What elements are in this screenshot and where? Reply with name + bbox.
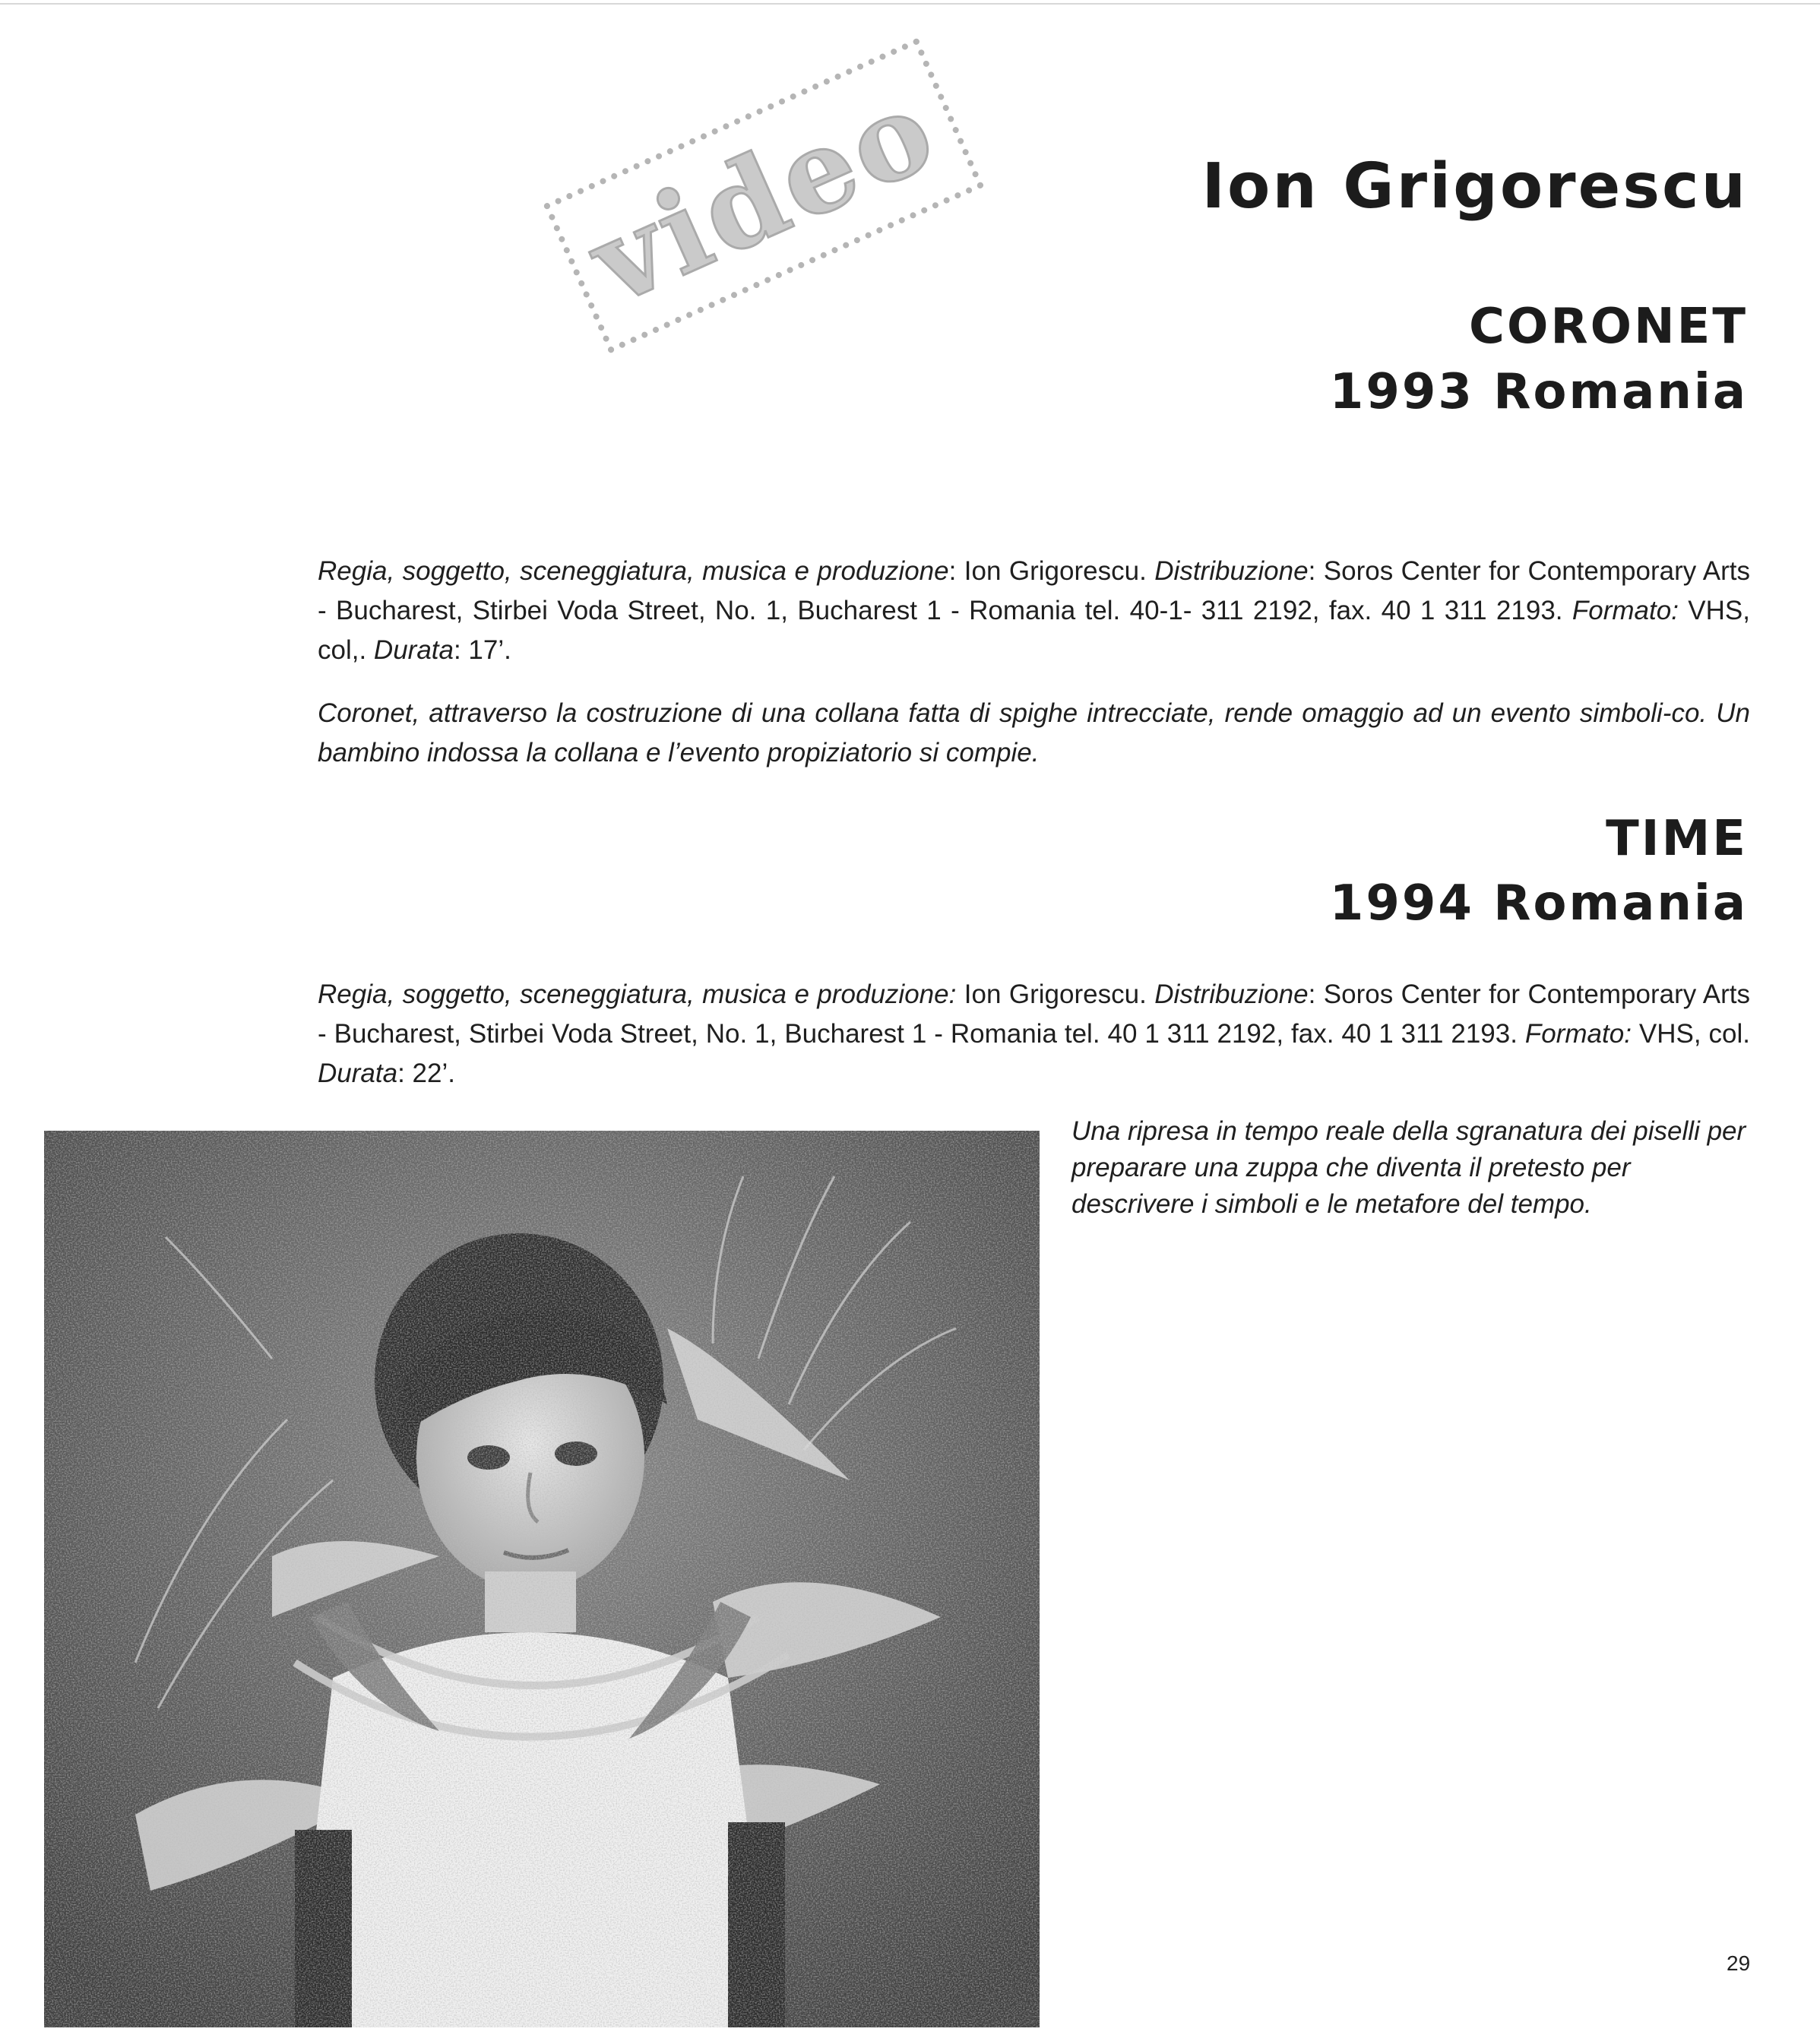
credit-label-distribuzione: Distribuzione: [1154, 980, 1309, 1009]
artist-name: Ion Grigorescu: [1201, 150, 1748, 223]
film-2-title: TIME: [1606, 811, 1748, 867]
film-1-synopsis: Coronet, attraverso la costruzione di una collana fatta di spighe intrecciate, rende omaggio ad un evento simboli-co. Un bambino indossa la collana e l’evento propiziatorio si compie.: [318, 698, 1750, 767]
credit-label-durata: Durata: [373, 635, 454, 665]
page-number: 29: [1727, 1951, 1751, 1975]
film-1-year-country: 1993 Romania: [1329, 364, 1748, 420]
film-1-credits: [318, 552, 1750, 670]
credit-label-formato: Formato:: [1524, 1019, 1632, 1049]
credit-value-formato: VHS, col,.: [318, 596, 1750, 665]
credit-label-regia: Regia, soggetto, sceneggiatura, musica e produzione: [318, 556, 949, 586]
credit-label-formato: Formato:: [1572, 596, 1679, 625]
film-2-synopsis: Una ripresa in tempo reale della sgranatura dei piselli per preparare una zuppa che diventa il pretesto per descrivere i simboli e le metafore del tempo.: [1071, 1116, 1746, 1219]
credit-value-regia: : Ion Grigorescu.: [948, 556, 1155, 586]
film-2-year-country: 1994 Romania: [1329, 875, 1748, 932]
top-rule: [0, 3, 1820, 5]
credit-value-regia: Ion Grigorescu.: [956, 980, 1155, 1009]
credit-label-durata: Durata: [318, 1059, 398, 1088]
credit-value-durata: : 17’.: [453, 635, 511, 665]
film-2-credits: [318, 975, 1750, 1093]
film-1-title: CORONET: [1469, 299, 1748, 355]
stamp-text: video: [571, 61, 956, 331]
credit-value-distribuzione: : Soros Center for Contemporary Arts - Bucharest, Stirbei Voda Street, No. 1, Bucharest 1 - Romania tel. 40-1- 311 2192, fax. 40 1 311 2193.: [318, 556, 1750, 625]
credit-value-durata: : 22’.: [397, 1059, 455, 1088]
credit-label-regia: Regia, soggetto, sceneggiatura, musica e produzione:: [318, 980, 957, 1009]
credit-value-formato: VHS, col.: [1631, 1019, 1750, 1049]
credit-value-distribuzione: : Soros Center for Contemporary Arts - Bucharest, Stirbei Voda Street, No. 1, Bucharest 1 - Romania tel. 40 1 311 2192, fax. 40 1 311 2193.: [318, 980, 1750, 1049]
film-still-photo: [44, 1131, 1040, 2027]
credit-label-distribuzione: Distribuzione: [1154, 556, 1309, 586]
video-stamp: [543, 37, 985, 353]
